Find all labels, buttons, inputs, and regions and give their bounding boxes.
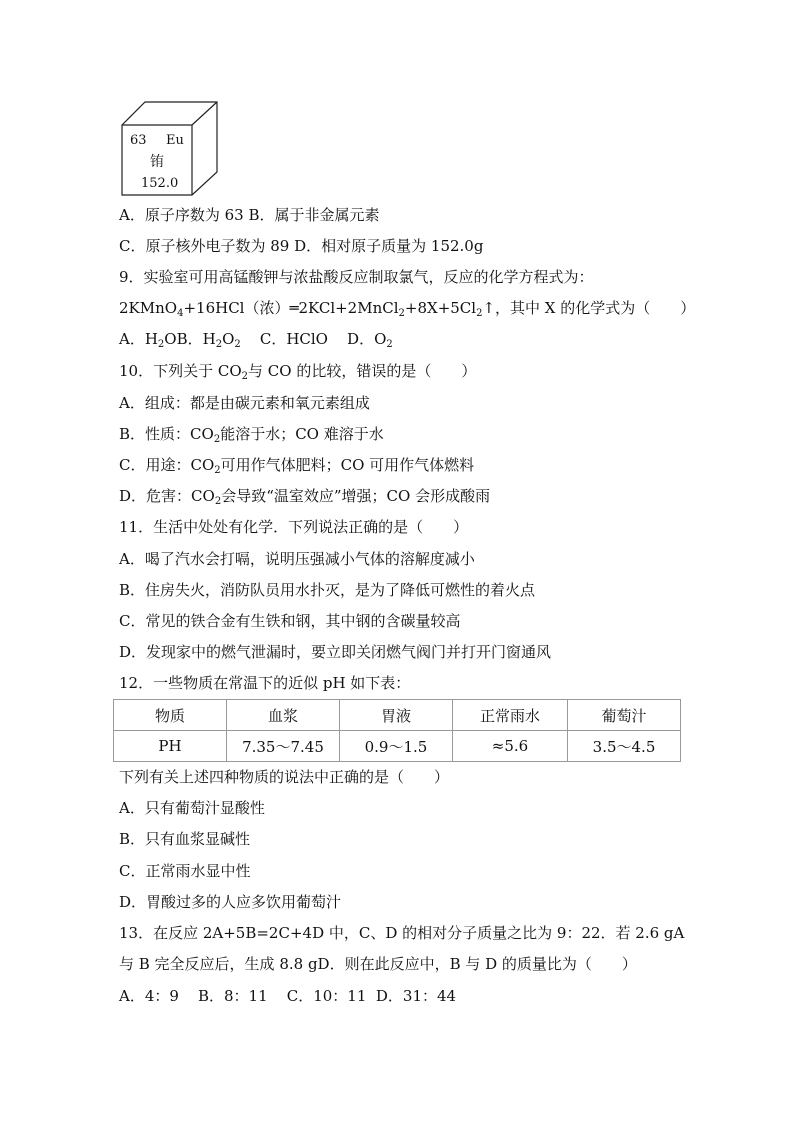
q9-equation	[119, 298, 695, 318]
q13-options: A．4：9 B．8：11 C．10：11 D．31：44	[119, 987, 457, 1005]
table-header-cell: 物质	[114, 700, 227, 731]
subscript: 2	[241, 371, 249, 382]
q9-options	[119, 329, 393, 349]
q10-option-c	[119, 455, 474, 475]
subscript: 2	[386, 339, 393, 350]
table-header-cell: 葡萄汁	[568, 700, 681, 731]
table-header-cell: 正常雨水	[452, 700, 567, 731]
atomic-number: 63	[130, 133, 147, 148]
subscript: 2	[214, 496, 222, 507]
q10-b-part: 能溶于水；CO 难溶于水	[220, 425, 384, 443]
subscript: 2	[398, 308, 405, 319]
q10-c-part: C．用途：CO	[119, 456, 215, 474]
table-header-cell: 血浆	[226, 700, 339, 731]
q11-option-a: A．喝了汽水会打嗝，说明压强减小气体的溶解度减小	[119, 550, 475, 568]
q9-opt-part: OB．H	[164, 330, 216, 348]
q11-option-b: B．住房失火，消防队员用水扑灭，是为了降低可燃性的着火点	[119, 581, 536, 599]
q9-opt-part: O	[222, 330, 235, 348]
q13-stem-line2: 与 B 完全反应后，生成 8.8 gD．则在此反应中，B 与 D 的质量比为（ ）	[119, 955, 637, 973]
subscript: 4	[177, 308, 184, 319]
table-cell: 7.35～7.45	[226, 731, 339, 762]
q13-stem-line1: 13．在反应 2A+5B=2C+4D 中，C、D 的相对分子质量之比为 9：22．若 2.6 gA	[119, 924, 685, 942]
ph-table	[113, 699, 681, 762]
q10-stem	[119, 361, 476, 381]
q10-option-a: A．组成：都是由碳元素和氧元素组成	[119, 394, 370, 412]
q9-eq-part: +16HCl（浓）═2KCl+2MnCl	[183, 299, 399, 317]
q12-option-d: D．胃酸过多的人应多饮用葡萄汁	[119, 893, 342, 911]
q10-d-part: 会导致“温室效应”增强；CO 会形成酸雨	[221, 487, 491, 505]
q11-stem: 11．生活中处处有化学．下列说法正确的是（ ）	[119, 518, 469, 536]
subscript: 2	[157, 339, 165, 350]
q12-option-c: C．正常雨水显中性	[119, 862, 251, 880]
subscript: 2	[234, 339, 241, 350]
q10-option-d	[119, 486, 490, 506]
q12-option-a: A．只有葡萄汁显酸性	[119, 799, 265, 817]
q12-question: 下列有关上述四种物质的说法中正确的是（ ）	[119, 768, 450, 786]
table-header-row	[114, 700, 681, 731]
q9-eq-part: ↑，其中 X 的化学式为（ ）	[482, 299, 696, 317]
table-header-cell: 胃液	[340, 700, 453, 731]
q10-b-part: B．性质：CO	[119, 425, 214, 443]
table-row	[114, 731, 681, 762]
q9-opt-part: A．H	[119, 330, 158, 348]
q9-opt-part: C．HClO D．O	[240, 330, 387, 348]
subscript: 2	[213, 434, 221, 445]
q9-eq-part: 2KMnO	[119, 299, 178, 317]
q9-stem: 9．实验室可用高锰酸钾与浓盐酸反应制取氯气，反应的化学方程式为：	[119, 268, 594, 286]
table-cell: PH	[114, 731, 227, 762]
subscript: 2	[215, 339, 223, 350]
q10-stem-part: 10．下列关于 CO	[119, 362, 242, 380]
q11-option-d: D．发现家中的燃气泄漏时，要立即关闭燃气阀门并打开门窗通风	[119, 643, 552, 661]
q10-stem-part: 与 CO 的比较，错误的是（ ）	[248, 362, 477, 380]
subscript: 2	[214, 465, 221, 476]
atomic-mass: 152.0	[141, 176, 179, 191]
q12-option-b: B．只有血浆显碱性	[119, 830, 251, 848]
element-name: 铕	[150, 154, 164, 170]
q11-option-c: C．常见的铁合金有生铁和钢，其中钢的含碳量较高	[119, 612, 461, 630]
q9-eq-part: +8X+5Cl	[404, 299, 477, 317]
subscript: 2	[476, 308, 483, 319]
q12-stem: 12．一些物质在常温下的近似 pH 如下表：	[119, 674, 411, 692]
europium-element-box	[120, 100, 220, 200]
element-symbol: Eu	[166, 133, 184, 148]
q10-option-b	[119, 424, 384, 444]
q10-d-part: D．危害：CO	[119, 487, 215, 505]
table-cell: 0.9～1.5	[340, 731, 453, 762]
table-cell: 3.5～4.5	[568, 731, 681, 762]
q8-options-ab: A．原子序数为 63 B．属于非金属元素	[119, 206, 380, 224]
table-cell: ≈5.6	[452, 731, 567, 762]
q10-c-part: 可用作气体肥料；CO 可用作气体燃料	[220, 456, 475, 474]
q8-options-cd: C．原子核外电子数为 89 D．相对原子质量为 152.0g	[119, 237, 484, 255]
